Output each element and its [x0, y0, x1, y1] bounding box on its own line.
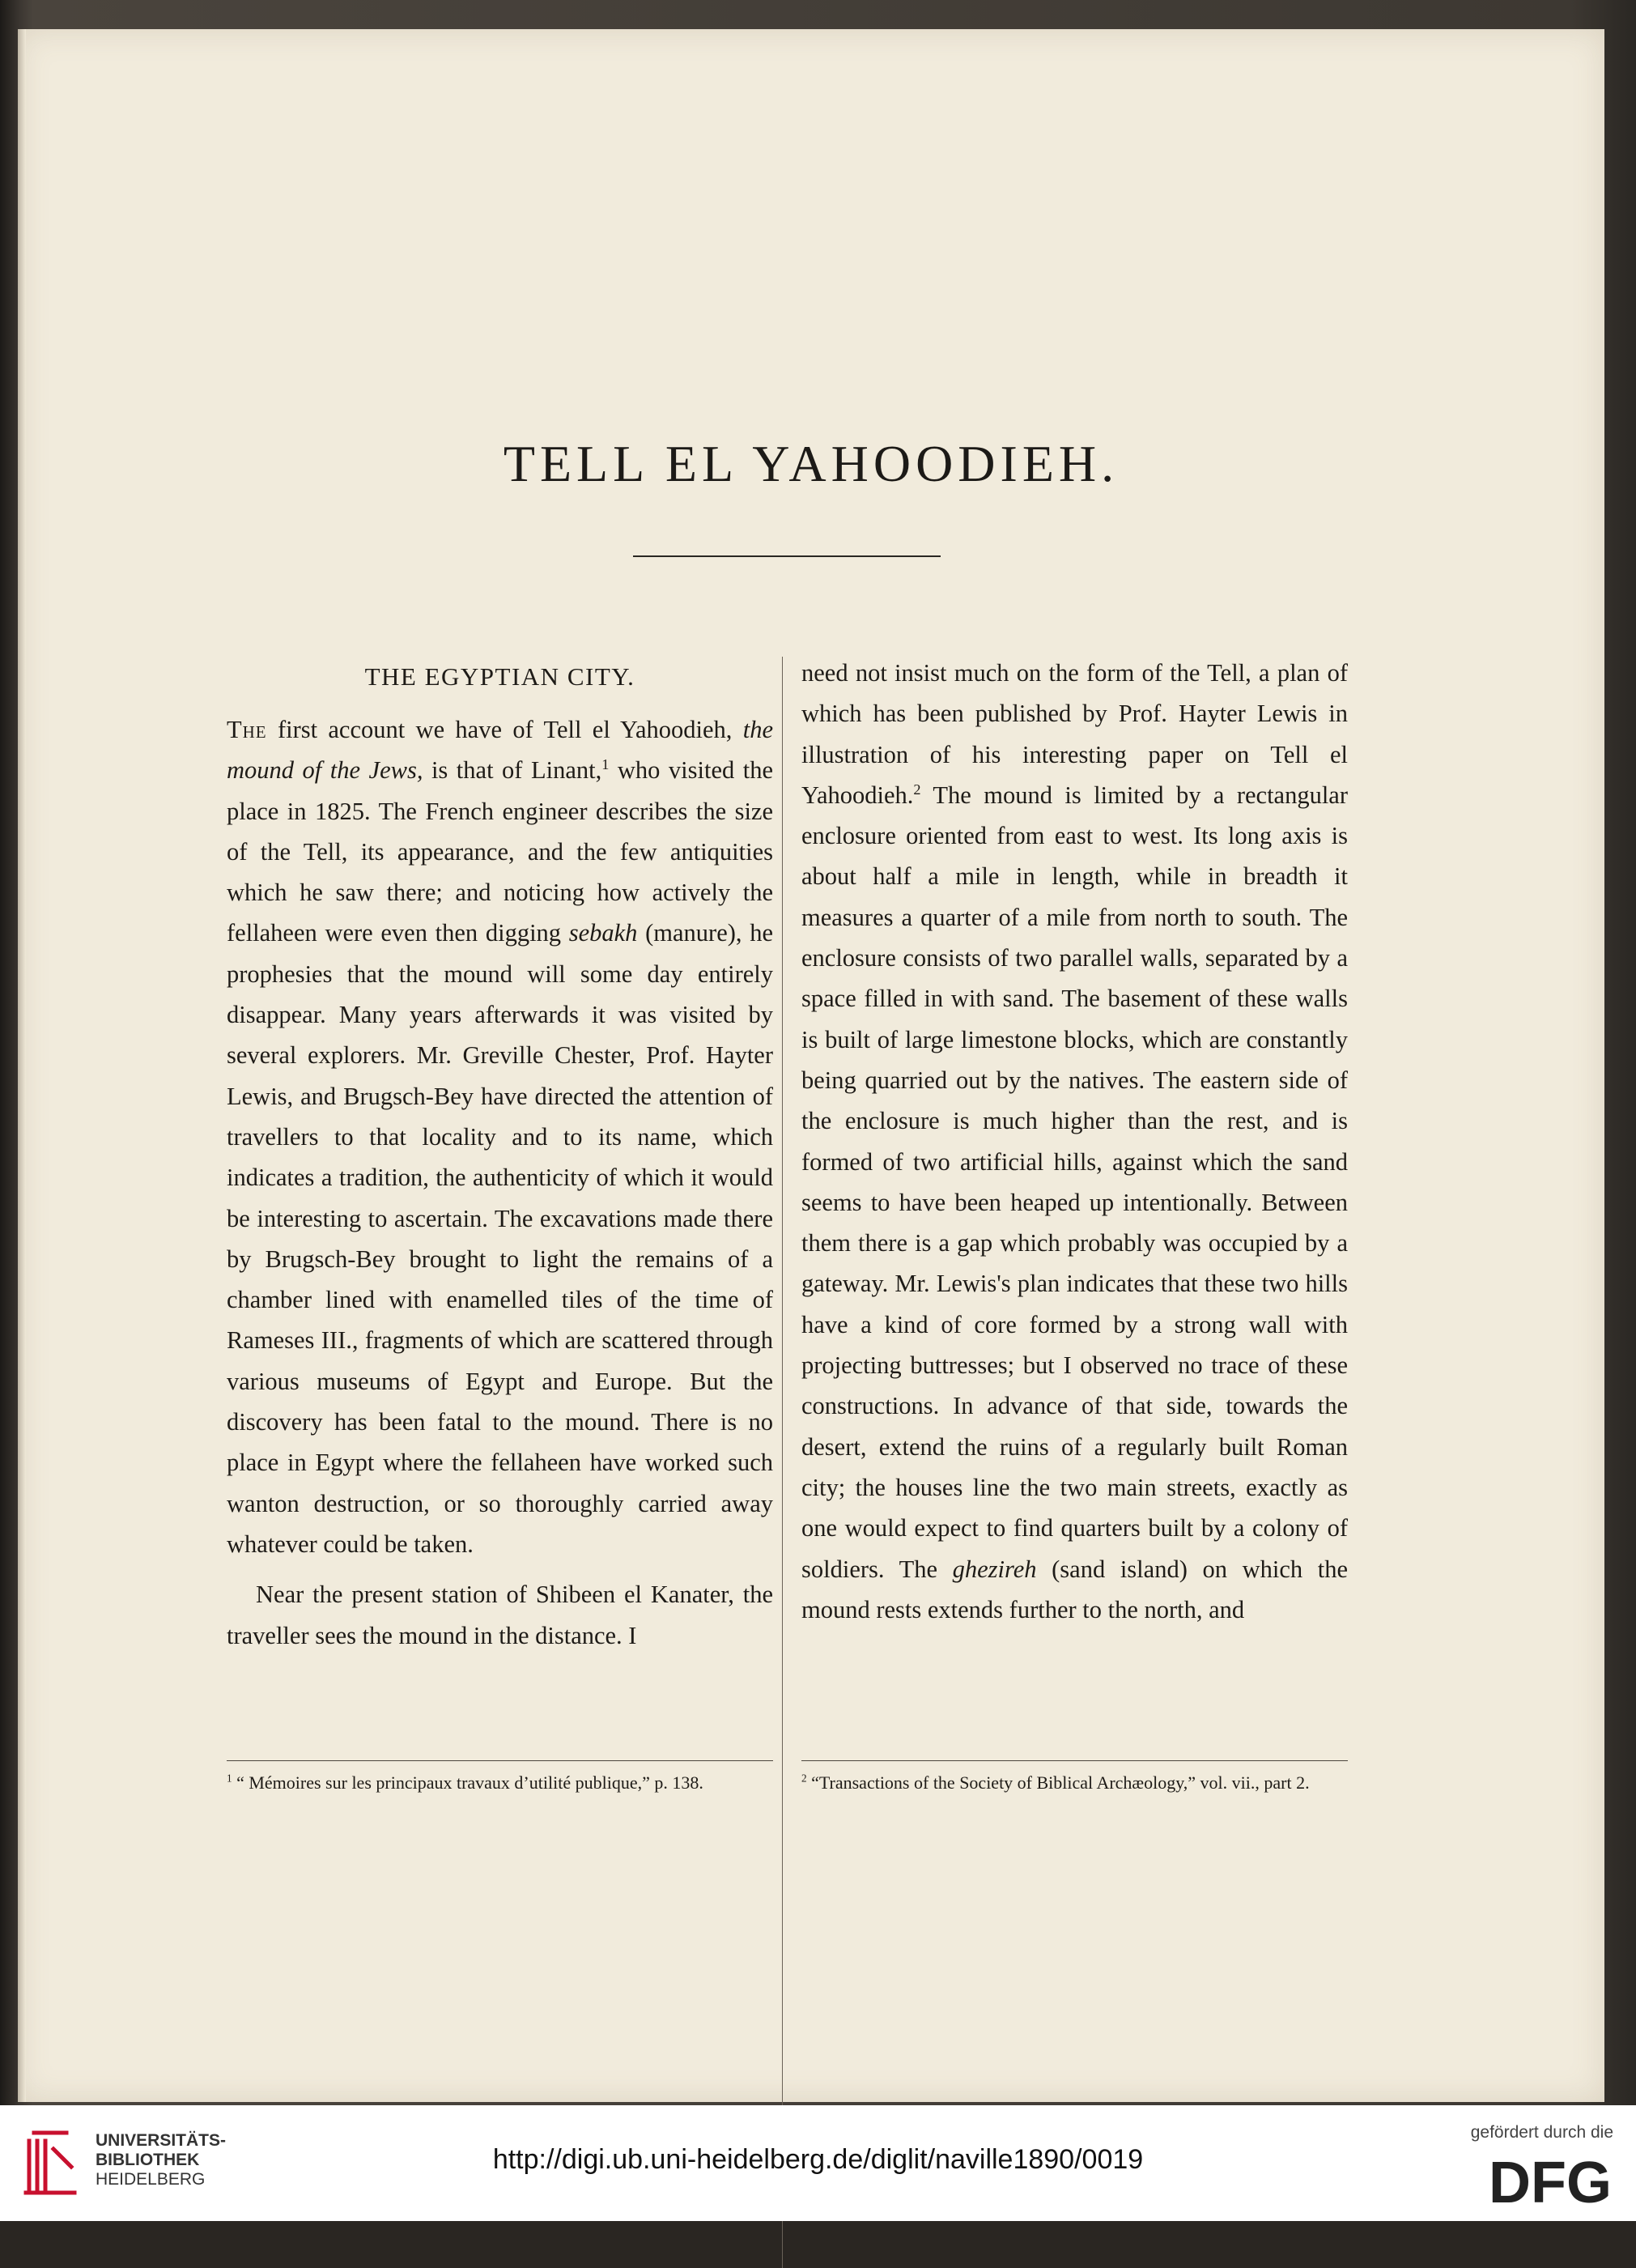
- text-run: who visited the place in 1825. The French engineer describes the size of the Tell, its appearance, and the few antiquities which he saw there; and noticing how actively the fellaheen were even then digging: [227, 756, 773, 947]
- permalink-url[interactable]: http://digi.ub.uni-heidelberg.de/diglit/naville1890/0019: [492, 2144, 1144, 2175]
- viewer-footer: [0, 2105, 1636, 2221]
- text-run: is that of Linant,: [423, 756, 602, 785]
- dfg-logo-text: DFG: [1489, 2152, 1612, 2209]
- library-name-line1: UNIVERSITÄTS-: [96, 2131, 227, 2150]
- footnote-ref-1[interactable]: 1: [601, 756, 610, 773]
- left-column: [227, 653, 773, 1656]
- text-run: first account we have of Tell el Yahoodieh,: [266, 716, 743, 743]
- footnote-right: [801, 1770, 1348, 1796]
- left-paragraph-2: Near the present station of Shibeen el Kanater, the traveller sees the mound in the distance. I: [227, 1581, 773, 1649]
- footnote-text: “ Mémoires sur les principaux travaux d’utilité publique,” p. 138.: [232, 1772, 703, 1793]
- library-name-line2: BIBLIOTHEK: [96, 2151, 200, 2169]
- text-run: The mound is limited by a rectangular enclosure oriented from east to west. Its long axis is about half a mile in length, while in breadth it measures a quarter of a mile from north to south. The enclosure consists of two parallel walls, separated by a space filled in with sand. The basement of these walls is built of large limestone blocks, which are constantly being quarried out by the natives. The eastern side of the enclosure is much higher than the rest, and is formed of two artificial hills, against which the sand seems to have been heaped up intentionally. Between them there is a gap which probably was occupied by a gateway. Mr. Lewis's plan indicates that these two hills have a kind of core formed by a strong wall with projecting buttresses; but I observed no trace of these constructions. In advance of that side, towards the desert, extend the ruins of a regularly built Roman city; the houses line the two main streets, exactly as one would expect to find quarters built by a colony of soldiers. The: [801, 781, 1348, 1583]
- page-edge: [18, 29, 26, 2102]
- footnote-left: [227, 1770, 773, 1796]
- footnote-rule-right: [801, 1760, 1348, 1761]
- lead-word: The: [227, 716, 267, 743]
- text-run: (manure), he prophesies that the mound will some day entirely disappear. Many years afterwards it was visited by several explorers. Mr. Greville Chester, Prof. Hayter Lewis, and Brugsch-Bey have directed the attention of travellers to that locality and to its name, which indicates a tradition, the authenticity of which it would be interesting to ascertain. The excavations made there by Brugsch-Bey brought to light the remains of a chamber lined with enamelled tiles of the time of Rameses III., fragments of which are scattered through various museums of Egypt and Europe. But the discovery has been fatal to the mound. There is no place in Egypt where the fellaheen have worked such wanton destruction, or so thoroughly carried away whatever could be taken.: [227, 919, 773, 1558]
- footnote-text: “Transactions of the Society of Biblical Archæology,” vol. vii., part 2.: [806, 1772, 1310, 1793]
- page-title: TELL EL YAHOODIEH.: [503, 435, 1120, 492]
- footnote-mark: 1: [227, 1772, 232, 1785]
- left-paragraph-1: [227, 709, 773, 1564]
- funded-by-label: gefördert durch die: [1470, 2123, 1613, 2142]
- title-rule: [633, 555, 941, 557]
- italic-run: ghezireh: [952, 1555, 1037, 1583]
- footnote-ref-2[interactable]: 2: [913, 781, 921, 798]
- text-run: need not insist much on the form of the Tell, a plan of which has been published by Prof. Hayter Lewis in illustration of his interesting paper on Tell el Yahoodieh.: [801, 659, 1348, 809]
- right-column: [801, 653, 1348, 1630]
- book-page: [18, 29, 1604, 2102]
- footnote-rule-left: [227, 1760, 773, 1761]
- right-paragraph-1: [801, 653, 1348, 1630]
- column-divider: [782, 657, 783, 2268]
- italic-run: sebakh: [568, 919, 638, 947]
- text-run: (sand island) on which the mound rests extends further to the north, and: [801, 1555, 1349, 1623]
- section-heading: THE EGYPTIAN CITY.: [364, 662, 635, 691]
- italic-run: the mound of the Jews,: [227, 716, 773, 785]
- library-name-line3: HEIDELBERG: [96, 2170, 206, 2189]
- dfg-logo-icon[interactable]: [1468, 2152, 1613, 2209]
- footnote-mark: 2: [801, 1772, 807, 1785]
